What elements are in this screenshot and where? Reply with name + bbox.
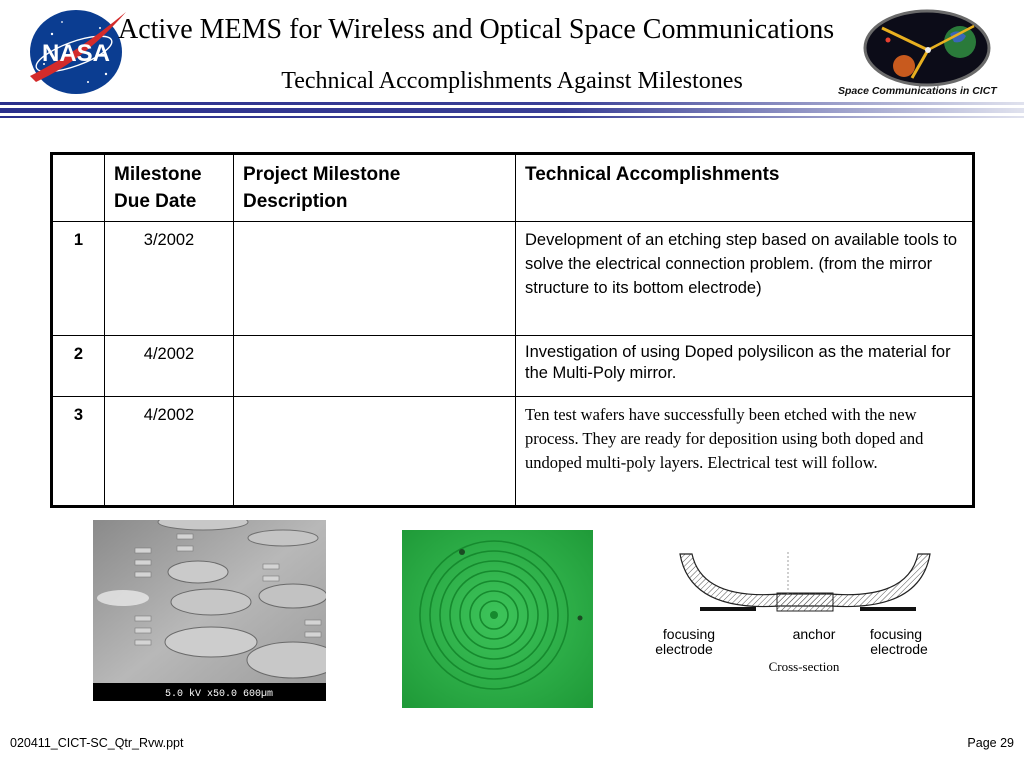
label-electrode-left: electrode [655, 641, 713, 657]
row-number: 3 [52, 397, 105, 507]
row-due-date: 4/2002 [105, 336, 234, 397]
row-accomplishment: Investigation of using Doped polysilicon as the material for the Multi-Poly mirror. [516, 336, 974, 397]
svg-text:5.0 kV x50.0 600µm: 5.0 kV x50.0 600µm [165, 689, 274, 700]
header-project-description: Project Milestone Description [234, 154, 516, 222]
row-description [234, 222, 516, 336]
header-divider-band [0, 102, 1024, 120]
footer-filename: 020411_CICT-SC_Qtr_Rvw.ppt [10, 736, 184, 750]
row-number: 1 [52, 222, 105, 336]
row-accomplishment: Development of an etching step based on available tools to solve the electrical connection problem. (from the mirror structure to its bottom electrode) [516, 222, 974, 336]
row-due-date: 4/2002 [105, 397, 234, 507]
label-anchor: anchor [792, 626, 836, 642]
table-row [52, 222, 974, 336]
row-description [234, 397, 516, 507]
row-due-date: 3/2002 [105, 222, 234, 336]
cict-caption: Space Communications in CICT [838, 85, 997, 97]
table-row [52, 336, 974, 397]
label-focusing-left: focusing [662, 626, 716, 642]
header-number [52, 154, 105, 222]
milestones-table [50, 152, 975, 508]
row-description [234, 336, 516, 397]
slide-subtitle: Technical Accomplishments Against Milestones [281, 68, 743, 94]
row-accomplishment: Ten test wafers have successfully been etched with the new process. They are ready for deposition using both doped and undoped multi-poly layers. Electrical test will follow. [516, 397, 974, 507]
cross-section-caption: Cross-section [768, 659, 840, 674]
table-row [52, 397, 974, 507]
label-focusing-right: focusing [869, 626, 923, 642]
svg-text:NASA: NASA [41, 40, 111, 67]
label-electrode-right: electrode [870, 641, 928, 657]
cross-section-diagram [640, 548, 960, 688]
table-header-row [52, 154, 974, 222]
slide-title: Active MEMS for Wireless and Optical Space Communications [118, 14, 835, 45]
header-due-date: Milestone Due Date [105, 154, 234, 222]
row-number: 2 [52, 336, 105, 397]
sem-micrograph-image [93, 520, 326, 701]
header-accomplishments: Technical Accomplishments [516, 154, 974, 222]
footer-page-number: Page 29 [967, 736, 1014, 750]
optical-mirror-image [402, 530, 593, 708]
